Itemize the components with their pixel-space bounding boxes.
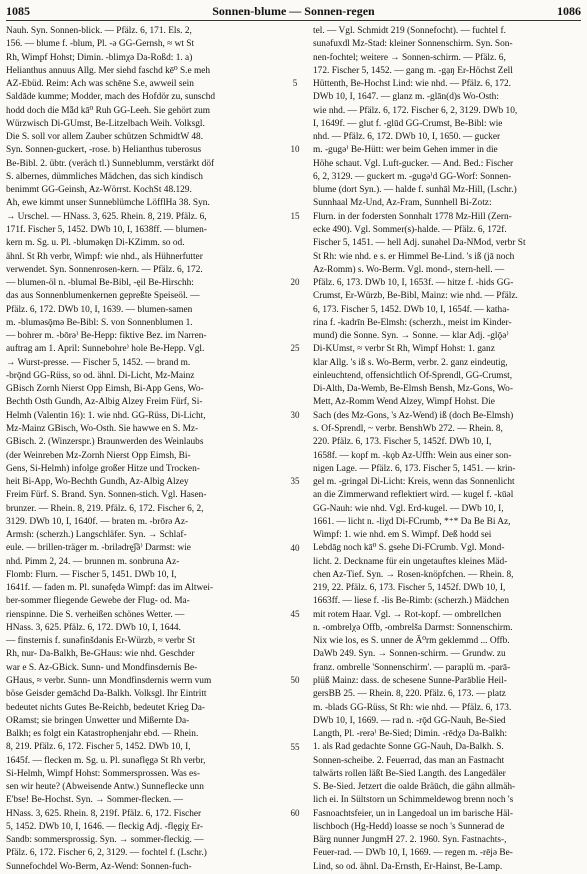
text-line: Wimpf: 1. wie nhd. em S. Wimpf. Deß hodd sei [313, 530, 492, 541]
text-line: hodd doch die Mǟd kā⁰ Ruh GG-Leeh. Sie gehört zum [6, 105, 211, 116]
text-line: Sunnefochdel Wo-Berm, Az-Wend: Sonnen-fuch- [6, 861, 192, 872]
line-number: 10 [290, 144, 300, 155]
text-line: mund) die Sonne. Syn. → Sonne. — klar Adj. -glǭə⁾ [313, 331, 509, 342]
text-line: GBisch. 2. (Winzerspr.) Braunwerden des Weinlaubs [6, 437, 204, 448]
text-line: nhd. — Pfälz. 6, 172. DWb 10, I, 1650. — gucker [313, 132, 501, 143]
text-line: 156. — blume f. -blum, Pl. -ə GG-Gernsh, ≈ wt St [6, 39, 195, 50]
text-line: an die Zimmerwand reflektiert wird. — kugel f. -kūəl [313, 490, 514, 501]
line-number: 25 [290, 343, 300, 354]
text-line: 1641f. — faden m. Pl. sunəfędə Wimpf: das im Altwei- [6, 583, 214, 594]
text-line: Lind, so od. ähnl. Da-Ernsth, Er-Hainst, Be-Lamp. [313, 861, 503, 872]
text-line: m. -blumǝsǭmə Be-Bibl: S. von Sonnenblumen 1. [6, 317, 193, 328]
text-line: 1. als Rad gedachte Sonne GG-Nauh, Da-Balkh. S. [313, 742, 504, 753]
text-line: Nauh. Syn. Sonnen-blick. — Pfälz. 6, 171. Els. 2, [6, 26, 192, 36]
text-line: rienspinne. Die S. verheißen schönes Wetter. — [6, 609, 185, 620]
line-number: 60 [290, 807, 300, 818]
text-line: gel m. -gringəl Di-Licht: Kreis, wenn das Sonnenlicht [313, 477, 515, 488]
text-line: 1658f. — kopf m. -kǫb Az-Uffh: Wein aus einer son- [313, 450, 512, 461]
text-line: Flomb: Flurn. — Fischer 5, 1451. DWb 10, I, [6, 569, 177, 580]
text-line: eule. — brillen-träger m. -brilədrę͡jə⁾ Darmst: wie [6, 543, 191, 554]
text-line: lich ei. In Sültstorn un Schimmeldewog brenn noch 's [313, 795, 514, 806]
text-line: Bärg nunner JungmH 27. 2. 1960. Syn. Fastnachts-, [313, 835, 507, 846]
text-line: HNass. 3, 625. Rhein. 8, 219f. Pfälz. 6, 172. Fischer [6, 808, 202, 819]
text-line: das aus Sonnenblumenkernen gepreßte Speiseöl. — [6, 291, 200, 302]
line-number: 50 [290, 675, 300, 686]
text-line: Saldāde kumme; Modder, mach des Hofdör zu, sunschd [6, 92, 216, 103]
text-line: Freim Fürf. S. Brand. Syn. Sonnen-stich. Vgl. Hasen- [6, 490, 207, 501]
text-line: Würzwisch Di-GUmst, Be-Litzelbach Weih. Volksgl. [6, 118, 205, 129]
text-line: Balkh; es folgt ein Katastrophenjahr ebd. — Rhein. [6, 729, 199, 740]
text-line: verwendet. Syn. Sonnenrosen-kern. — Pfälz. 6, 172. [6, 264, 203, 275]
text-line: plüß Mainz: dass. de schesene Sunne-Parāblie Heil- [313, 676, 507, 687]
text-line: war e S. Az-GBick. Sunn- und Mondfinsdernis Be- [6, 662, 198, 673]
text-line: Helmh (Valentin 16): 1. wie nhd. GG-Rüss, Di-Licht, [6, 410, 206, 421]
text-line: — finsternis f. sunəfinšdənis Er-Würzb, ≈ verbr St [6, 636, 195, 647]
text-line: Flurn. in der fodersten Sonnhalt 1778 Mz-Hill (Zern- [313, 211, 512, 222]
text-line: -brǭnd GG-Rüss, so od. ähnl. Di-Licht, Mz-Mainz [6, 370, 195, 381]
text-line: Bechth Osth Gundh, Az-Albig Alzey Freim Fürf, Si- [6, 397, 203, 408]
line-number: 30 [290, 409, 300, 420]
text-line: sen wir heute? (Abweisende Antw.) Sunneflecke unn [6, 782, 204, 793]
text-line: nen-fochtel; weitere → Sonnen-schirm. — Pfälz. 6, [313, 52, 506, 63]
text-line: 3129. DWb 10, I, 1640f. — braten m. -brōrə Az- [6, 516, 189, 527]
line-number: 40 [290, 542, 300, 553]
text-line: Sach (des Mz-Gons, 's Az-Wend) iß (doch Be-Elmsh) [313, 410, 514, 421]
header-rule [6, 20, 581, 21]
text-line: 8, 219. Pfälz. 6, 172. Fischer 5, 1452. DWb 10, I, [6, 742, 191, 753]
text-line: 171f. Fischer 5, 1452. DWb 10, I, 1638ff. — blumen- [6, 224, 207, 235]
text-line: franz. ombrelle 'Sonnenschirm'. — paraplü m. -parā- [313, 662, 511, 673]
text-line: ähnl. St Rh verbr, Wimpf: wie nhd., als Hühnerfutter [6, 251, 203, 262]
text-line: nhd. Pimm 2, 24. — brunnen m. sonbruna Az- [6, 556, 180, 567]
text-line: 6, 173. Fischer 5, 1452. DWb 10, I, 1654f. — katha- [313, 304, 510, 315]
text-line: Die S. soll vor allem Zauber schützen SchmidtW 48. [6, 132, 204, 143]
text-line: GG-Nauh: wie nhd. Vgl. Erd-kugel. — DWb 10, I, [313, 503, 504, 514]
text-line: (der Weinreben Mz-Zornh Nierst Opp Eimsh, Bi- [6, 450, 191, 461]
text-line: GBisch Zornh Nierst Opp Eimsh, Bi-App Gens, Wo- [6, 384, 204, 395]
text-line: HNass. 3, 625. Pfälz. 6, 172. DWb 10, I, 1644. [6, 622, 181, 633]
text-line: n. -ombrelχə Offb, -ombrelša Darmst: Sonnenschirm. [313, 622, 513, 633]
text-line: Fasnoachtsfeier, un in Langedoal un im barische Häl- [313, 808, 513, 819]
text-line: Rh, nur- Da-Balkh, Be-GHaus: wie nhd. Geschder [6, 649, 195, 660]
text-line: Mett, Az-Romm Wend Alzey, Wimpf Hohst. Die [313, 397, 495, 408]
page-number-right: 1086 [557, 4, 581, 18]
text-line: chen Az-Tief. Syn. → Rosen-knöpfchen. — Rhein. 8, [313, 569, 514, 580]
text-line: Fischer 5, 1451. — hell Adj. sunəhel Da-NMod, verbr St [313, 238, 526, 249]
text-line: kern m. Sg. u. Pl. -bluməkęn Di-KZimm. so od. [6, 238, 185, 249]
page-number-left: 1085 [6, 4, 30, 18]
text-line: einleuchtend, offensichtlich Of-Sprendl, GG-Crumst, [313, 370, 513, 381]
line-number: 55 [290, 741, 300, 752]
text-line: gersBB 25. — Rhein. 8, 220. Pfälz. 6, 173. — platz [313, 689, 506, 700]
text-line: 1645f. — flecken m. Sg. u. Pl. sunəflęgə St Rh verbr, [6, 755, 206, 766]
text-line: S. Be-Sied. Jetzert die oalde Bräūch, die gähn allmäh- [313, 782, 516, 793]
text-line: E'bse! Be-Hochst. Syn. → Sommer-flecken. — [6, 795, 183, 806]
text-line: ORamst; sie bringen Unwetter und Mißernte Da- [6, 715, 190, 726]
text-line: tel. — Vgl. Schmidt 219 (Sonnefocht). — fuchtel f. [313, 26, 506, 36]
text-line: Langth, Pl. -rerə⁾ Be-Sied; Dimin. -rēdχə Da-Balkh: [313, 729, 508, 740]
text-line: 1661. — licht n. -liχd Di-FCrumb, *⁺* Da Be Bi Az, [313, 516, 511, 527]
text-line: sunəfuxdl Mz-Stad: kleiner Sonnenschirm. Syn. Son- [313, 39, 513, 50]
text-line: 5, 1452. DWb 10, I, 1646. — fleckig Adj. -flęgiχ Er- [6, 821, 204, 832]
text-line: I, 1649f. — glut f. -glūd GG-Crumst, Be-Bibl: wie [313, 118, 503, 129]
text-line: benimmt GG-Geinsh, Az-Wörrst. KochSt 48.129. [6, 185, 192, 196]
left-column [6, 25, 273, 872]
text-line: Nix wie los, es S. unner de Ā⁰rm geklemmd ... Offb. [313, 636, 510, 647]
text-line: bedeutet nichts Gutes Be-Reichb, bedeutet Krieg Da- [6, 702, 206, 713]
text-line: klar Allg. 's iß s. Wo-Berm, verbr. 2. ganz eindeutig, [313, 357, 508, 368]
right-column [313, 25, 580, 872]
text-line: 6, 2, 3129. — guckert m. -gugə⁾d GG-Worf: Sonnen- [313, 171, 512, 182]
text-line: ber-sommer fliegende Gewebe der Flug- od. Ma- [6, 596, 190, 607]
text-line: Armsh: (scherzh.) Langschläfer. Syn. → Schlaf- [6, 530, 187, 541]
text-line: lischboch (Hg-Hedd) loasse se noch 's Sunnerad de [313, 821, 505, 832]
text-line: Höhe schaut. Vgl. Luft-gucker. — And. Bed.: Fischer [313, 158, 514, 169]
text-line: Rh, Wimpf Hohst; Dimin. -blimχə Da-Roßd: 1. a) [6, 52, 193, 63]
text-line: licht. 2. Deckname für ein ungetauftes kleines Mäd- [313, 556, 508, 567]
text-line: Be-Bibl. 2. übtr. (veräch tl.) Sunneblumm, verstärkt döf [6, 158, 215, 169]
text-line: rina f. -kadrīn Be-Elmsh: (scherzh., meist im Kinder- [313, 317, 512, 328]
text-line: St Rh: wie nhd. e s. er Himmel Be-Lind. 's iß (jā noch [313, 251, 515, 262]
text-line: Si-Helmh, Wimpf Hohst: Sommersprossen. Was es- [6, 768, 200, 779]
text-line: nigen Lage. — Pfälz. 6, 173. Fischer 5, 1451. — krin- [313, 463, 516, 474]
text-line: Sandb: sommersprossig. Syn. → sommer-fleckig. — [6, 835, 204, 846]
text-line: AZ-Ebüd. Reim: Ach was schēne S.e, awweil sein [6, 79, 194, 90]
text-line: Hüttenth, Be-Hochst Lind: wie nhd. — Pfälz. 6, 172. [313, 79, 512, 90]
text-line: Az-Romm) s. Wo-Berm. Vgl. mond-, stern-hell. — [313, 264, 505, 275]
text-line: GHaus, ≈ verbr. Sunn- unn Mondfinsdernis werrn vum [6, 676, 212, 687]
text-line: S. albernes, dümmliches Mädchen, das sich kindisch [6, 171, 203, 182]
text-line: Helianthus annuus Allg. Mer siehd faschd kē⁰ S.e meh [6, 65, 211, 76]
text-line: talwärts rollen läßt Be-Sied Langth. des Langedäler [313, 768, 506, 779]
text-line: 219, 22. Pfälz. 6, 173. Fischer 5, 1452f. DWb 10, I, [313, 583, 506, 594]
text-line: DWb 10, I, 1669. — rad n. -rǭd GG-Nauh, Be-Sied [313, 715, 506, 726]
line-number: 45 [290, 608, 300, 619]
line-number: 35 [290, 476, 300, 487]
text-line: 1663ff. — liese f. -lis Be-Rimb: (scherzh.) Mädchen [313, 596, 509, 607]
text-line: Crumst, Er-Würzb, Be-Bibl, Mainz: wie nhd. — Pfälz. [313, 291, 518, 302]
text-line: böse Geisder gemāchd Da-Balkh. Volksgl. Ihr Eintritt [6, 689, 207, 700]
text-line: m. -gugə⁾ Be-Hütt: wer beim Gehen immer in die [313, 145, 498, 156]
text-line: m. -blads GG-Rüss, St Rh: wie nhd. — Pfälz. 6, 173. [313, 702, 512, 713]
text-line: heit Bi-App, Wo-Bechth Gundh, Az-Albig Alzey [6, 477, 189, 488]
text-line: → Wurst-presse. — Fischer 5, 1452. — brand m. [6, 357, 191, 368]
text-line: Pfälz. 6, 172. Fischer 6, 2, 3129. — fochtel f. (Lschr.) [6, 848, 207, 859]
text-line: Syn. Sonnen-guckert, -rose. b) Helianthus tuberosus [6, 145, 202, 156]
line-number: 5 [292, 78, 298, 89]
text-line: s. Of-Sprendl, ~ verbr. BenshWb 272. — Rhein. 8, [313, 423, 503, 434]
text-line: Gens, Si-Helmh) infolge großer Hitze und Trocken- [6, 463, 200, 474]
text-line: 172. Fischer 5, 1452. — gang m. -gạŋ Er-Höchst Zell [313, 65, 513, 76]
text-line: Di-KUmst, ≈ verbr St Rh, Wimpf Hohst: 1. ganz [313, 344, 495, 355]
text-line: — blumen-öl n. -blumǝl Be-Bibl, -ęil Be-Hirschh: [6, 278, 194, 289]
text-line: Mz-Mainz GBisch, Wo-Osth. Sie hawwe en S. Mz- [6, 423, 199, 434]
text-line: wie nhd. — Pfälz. 6, 172. Fischer 6, 2, 3129. DWb 10, [313, 105, 518, 116]
text-line: Ah, ewe kimmt unser Sunneblümche LöfflHa 38. Syn. [6, 198, 210, 209]
line-number: 15 [290, 210, 300, 221]
running-title: Sonnen-blume — Sonnen-regen [212, 4, 375, 18]
text-line: Lebdāg noch kā⁰ S. gsehe Di-FCrumb. Vgl. Mond- [313, 543, 505, 554]
text-line: ecke 490). Vgl. Sommer(s)-halde. — Pfälz. 6, 172f. [313, 224, 507, 235]
text-line: mit rotem Haar. Vgl. → Rot-kopf. — ombrellchen [313, 609, 502, 620]
text-line: Pfälz. 6, 172. DWb 10, I, 1639. — blumen-samen [6, 304, 193, 315]
text-line: brunzer. — Rhein. 8, 219. Pfälz. 6, 172. Fischer 6, 2, [6, 503, 204, 514]
page-header [6, 4, 581, 20]
text-line: Pfälz. 6, 173. DWb 10, I, 1653f. — hitze f. -hids GG- [313, 278, 514, 289]
text-line: → Urschel. — HNass. 3, 625. Rhein. 8, 219. Pfälz. 6, [6, 211, 207, 222]
text-line: DaWb 249. Syn. → Sonnen-schirm. — Grundw. zu [313, 649, 506, 660]
text-line: Sonnen-scheibe. 2. Feuerrad, das man an Fastnacht [313, 755, 505, 766]
text-line: 220. Pfälz. 6, 173. Fischer 5, 1452f. DWb 10, I, [313, 437, 492, 448]
text-line: auftrag am 1. April: Sunnebohre⁾ hole Be-Hepp. Vgl. [6, 344, 205, 355]
text-line: Feuer-rad. — DWb 10, I, 1669. — regen m. -rējə Be- [313, 848, 513, 859]
text-line: Sunnhaal Mz-Und, Az-Fram, Sunnhell Bi-Zotz: [313, 198, 492, 209]
text-line: blume (dort Syn.). — halde f. sunhāl Mz-Hill, (Lschr.) [313, 185, 517, 196]
text-line: DWb 10, I, 1647. — glanz m. -glān(d)s Wo-Osth: [313, 92, 499, 103]
text-line: — bohrer m. -bōrə⁾ Be-Hepp: fiktive Bez. im Narren- [6, 331, 207, 342]
text-line: Di-Alth, Da-Wemb, Be-Elmsh Bensh, Mz-Gons, Wo- [313, 384, 513, 395]
line-number: 20 [290, 277, 300, 288]
